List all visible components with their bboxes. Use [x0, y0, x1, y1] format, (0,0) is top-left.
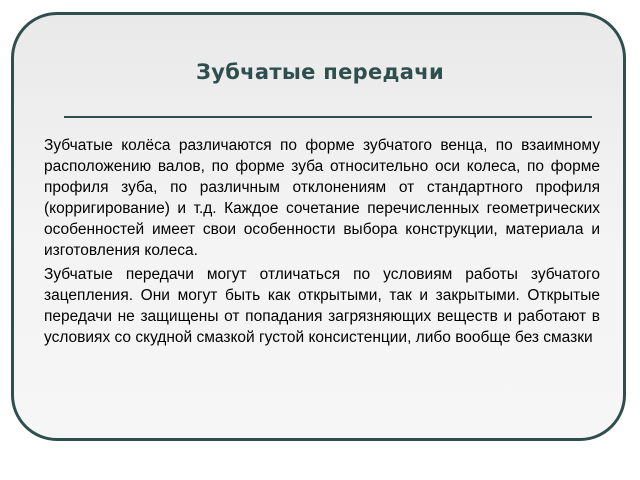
paragraph-2: Зубчатые передачи могут отличаться по условиям работы зубчатого зацепления. Они могут быть как открытыми, так и закрытыми. Открытые передачи не защищены от попадания загрязняющих веществ и работают в условиях со скудной смазкой густой консистенции, либо вообще без смазки [44, 266, 600, 346]
paragraph-1: Зубчатые колёса различаются по форме зубчатого венца, по взаимному расположению валов, по форме зуба относительно оси колеса, по форме профиля зуба, по различным отклонениям от стандартного профиля (корригирование) и т.д. Каждое сочетание перечисленных геометрических особенностей имеет свои особенности выбора конструкции, материала и изготовления колеса. [44, 137, 600, 259]
title-divider [64, 116, 592, 118]
slide-body [44, 135, 600, 351]
slide-title: Зубчатые передачи [196, 60, 444, 84]
